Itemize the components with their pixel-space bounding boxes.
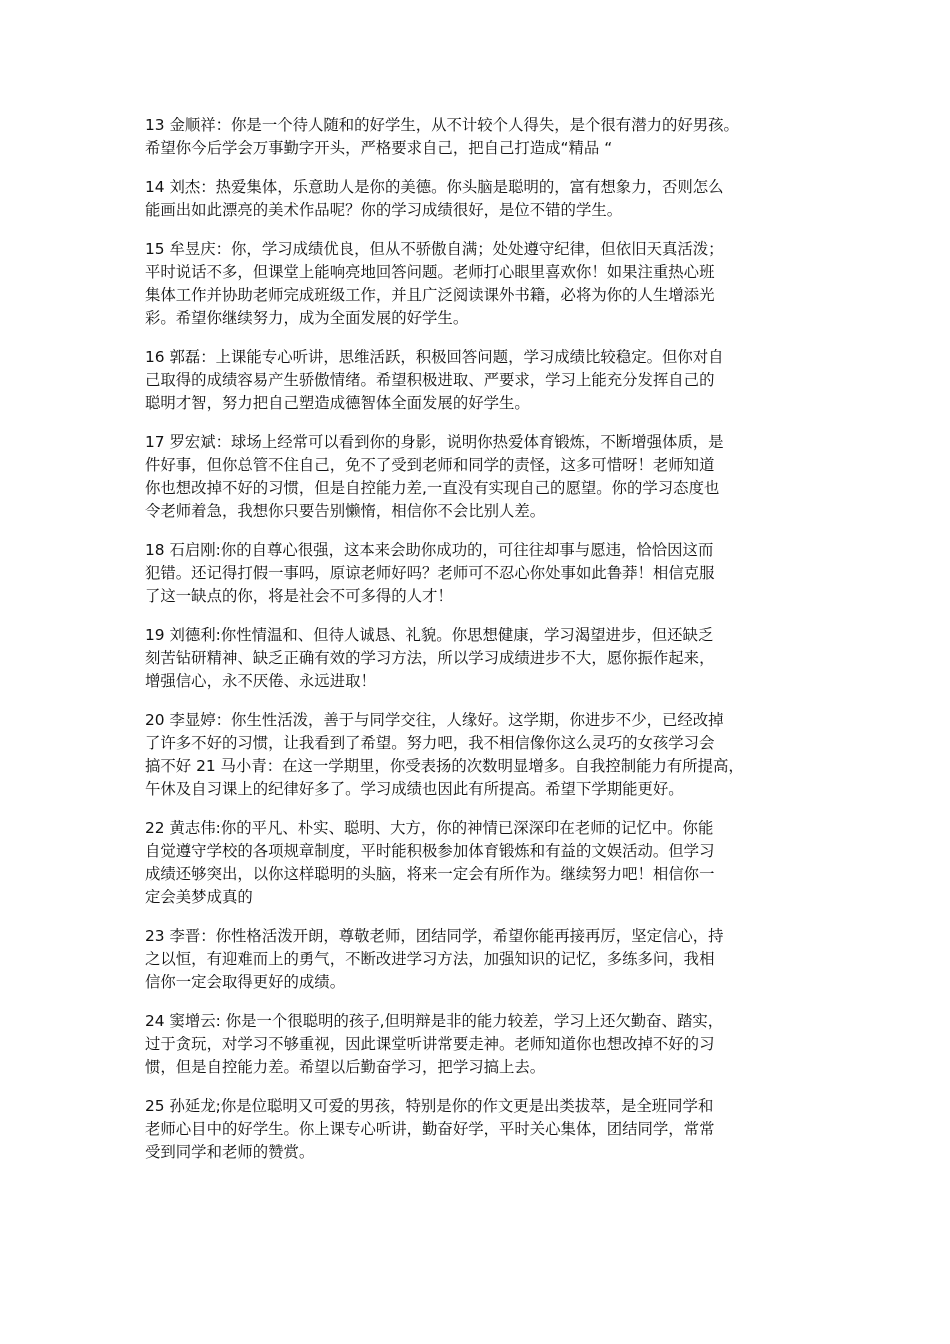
paragraph-line: 令老师着急，我想你只要告别懒惰，相信你不会比别人差。: [145, 502, 546, 520]
comment-paragraph-20-21: [145, 709, 825, 801]
paragraph-line: 25 孙延龙;你是位聪明又可爱的男孩，特别是你的作文更是出类拔萃，是全班同学和: [145, 1097, 714, 1115]
paragraph-line: 信你一定会取得更好的成绩。: [145, 973, 346, 991]
comment-paragraph-24: [145, 1010, 825, 1079]
comment-paragraph-14: [145, 176, 825, 222]
paragraph-line: 搞不好 21 马小青：在这一学期里，你受表扬的次数明显增多。自我控制能力有所提高，: [145, 757, 744, 775]
paragraph-line: 了许多不好的习惯，让我看到了希望。努力吧，我不相信像你这么灵巧的女孩学习会: [145, 734, 715, 752]
document-body: [145, 114, 825, 1180]
paragraph-line: 老师心目中的好学生。你上课专心听讲，勤奋好学，平时关心集体，团结同学，常常: [145, 1120, 715, 1138]
paragraph-line: 增强信心，永不厌倦、永远进取！: [145, 672, 376, 690]
paragraph-line: 15 牟昱庆：你，学习成绩优良，但从不骄傲自满；处处遵守纪律，但依旧天真活泼；: [145, 240, 724, 258]
comment-paragraph-19: [145, 624, 825, 693]
paragraph-line: 16 郭磊：上课能专心听讲，思维活跃，积极回答问题，学习成绩比较稳定。但你对自: [145, 348, 724, 366]
paragraph-line: 集体工作并协助老师完成班级工作，并且广泛阅读课外书籍，必将为你的人生增添光: [145, 286, 715, 304]
comment-paragraph-22: [145, 817, 825, 909]
comment-paragraph-16: [145, 346, 825, 415]
comment-paragraph-18: [145, 539, 825, 608]
paragraph-line: 20 李显婷：你生性活泼，善于与同学交往，人缘好。这学期，你进步不少，已经改掉: [145, 711, 724, 729]
paragraph-line: 惯，但是自控能力差。希望以后勤奋学习，把学习搞上去。: [145, 1058, 546, 1076]
paragraph-line: 能画出如此漂亮的美术作品呢？你的学习成绩很好，是位不错的学生。: [145, 201, 623, 219]
paragraph-line: 18 石启刚:你的自尊心很强，这本来会助你成功的，可往往却事与愿违，恰恰因这而: [145, 541, 714, 559]
paragraph-line: 希望你今后学会万事勤字开头，严格要求自己，把自己打造成“精品 “: [145, 139, 613, 157]
paragraph-line: 午休及自习课上的纪律好多了。学习成绩也因此有所提高。希望下学期能更好。: [145, 780, 684, 798]
comment-paragraph-25: [145, 1095, 825, 1164]
paragraph-line: 平时说话不多，但课堂上能响亮地回答问题。老师打心眼里喜欢你！如果注重热心班: [145, 263, 715, 281]
paragraph-line: 13 金顺祥：你是一个待人随和的好学生，从不计较个人得失，是个很有潜力的好男孩。: [145, 116, 739, 134]
paragraph-line: 19 刘德利:你性情温和、但待人诚恳、礼貌。你思想健康，学习渴望进步，但还缺乏: [145, 626, 714, 644]
paragraph-line: 14 刘杰：热爱集体，乐意助人是你的美德。你头脑是聪明的，富有想象力，否则怎么: [145, 178, 724, 196]
paragraph-line: 成绩还够突出，以你这样聪明的头脑，将来一定会有所作为。继续努力吧！相信你一: [145, 865, 715, 883]
paragraph-line: 己取得的成绩容易产生骄傲情绪。希望积极进取、严要求，学习上能充分发挥自己的: [145, 371, 715, 389]
paragraph-line: 22 黄志伟:你的平凡、朴实、聪明、大方，你的神情已深深印在老师的记忆中。你能: [145, 819, 714, 837]
paragraph-line: 自觉遵守学校的各项规章制度，平时能积极参加体育锻炼和有益的文娱活动。但学习: [145, 842, 715, 860]
paragraph-line: 了这一缺点的你，将是社会不可多得的人才！: [145, 587, 453, 605]
paragraph-line: 犯错。还记得打假一事吗，原谅老师好吗？老师可不忍心你处事如此鲁莽！相信克服: [145, 564, 715, 582]
paragraph-line: 彩。希望你继续努力，成为全面发展的好学生。: [145, 309, 469, 327]
paragraph-line: 你也想改掉不好的习惯，但是自控能力差,一直没有实现自己的愿望。你的学习态度也: [145, 479, 720, 497]
paragraph-line: 过于贪玩，对学习不够重视，因此课堂听讲常要走神。老师知道你也想改掉不好的习: [145, 1035, 715, 1053]
comment-paragraph-15: [145, 238, 825, 330]
comment-paragraph-13: [145, 114, 825, 160]
paragraph-line: 17 罗宏斌：球场上经常可以看到你的身影，说明你热爱体育锻炼，不断增强体质，是: [145, 433, 724, 451]
paragraph-line: 23 李晋：你性格活泼开朗，尊敬老师，团结同学，希望你能再接再厉，坚定信心，持: [145, 927, 724, 945]
paragraph-line: 之以恒，有迎难而上的勇气，不断改进学习方法，加强知识的记忆，多练多问，我相: [145, 950, 715, 968]
paragraph-line: 刻苦钻研精神、缺乏正确有效的学习方法，所以学习成绩进步不大，愿你振作起来，: [145, 649, 715, 667]
paragraph-line: 受到同学和老师的赞赏。: [145, 1143, 315, 1161]
paragraph-line: 24 窦增云: 你是一个很聪明的孩子,但明辩是非的能力较差，学习上还欠勤奋、踏实，: [145, 1012, 724, 1030]
paragraph-line: 定会美梦成真的: [145, 888, 253, 906]
comment-paragraph-17: [145, 431, 825, 523]
paragraph-line: 件好事，但你总管不住自己，免不了受到老师和同学的责怪，这多可惜呀！老师知道: [145, 456, 715, 474]
comment-paragraph-23: [145, 925, 825, 994]
paragraph-line: 聪明才智，努力把自己塑造成德智体全面发展的好学生。: [145, 394, 530, 412]
